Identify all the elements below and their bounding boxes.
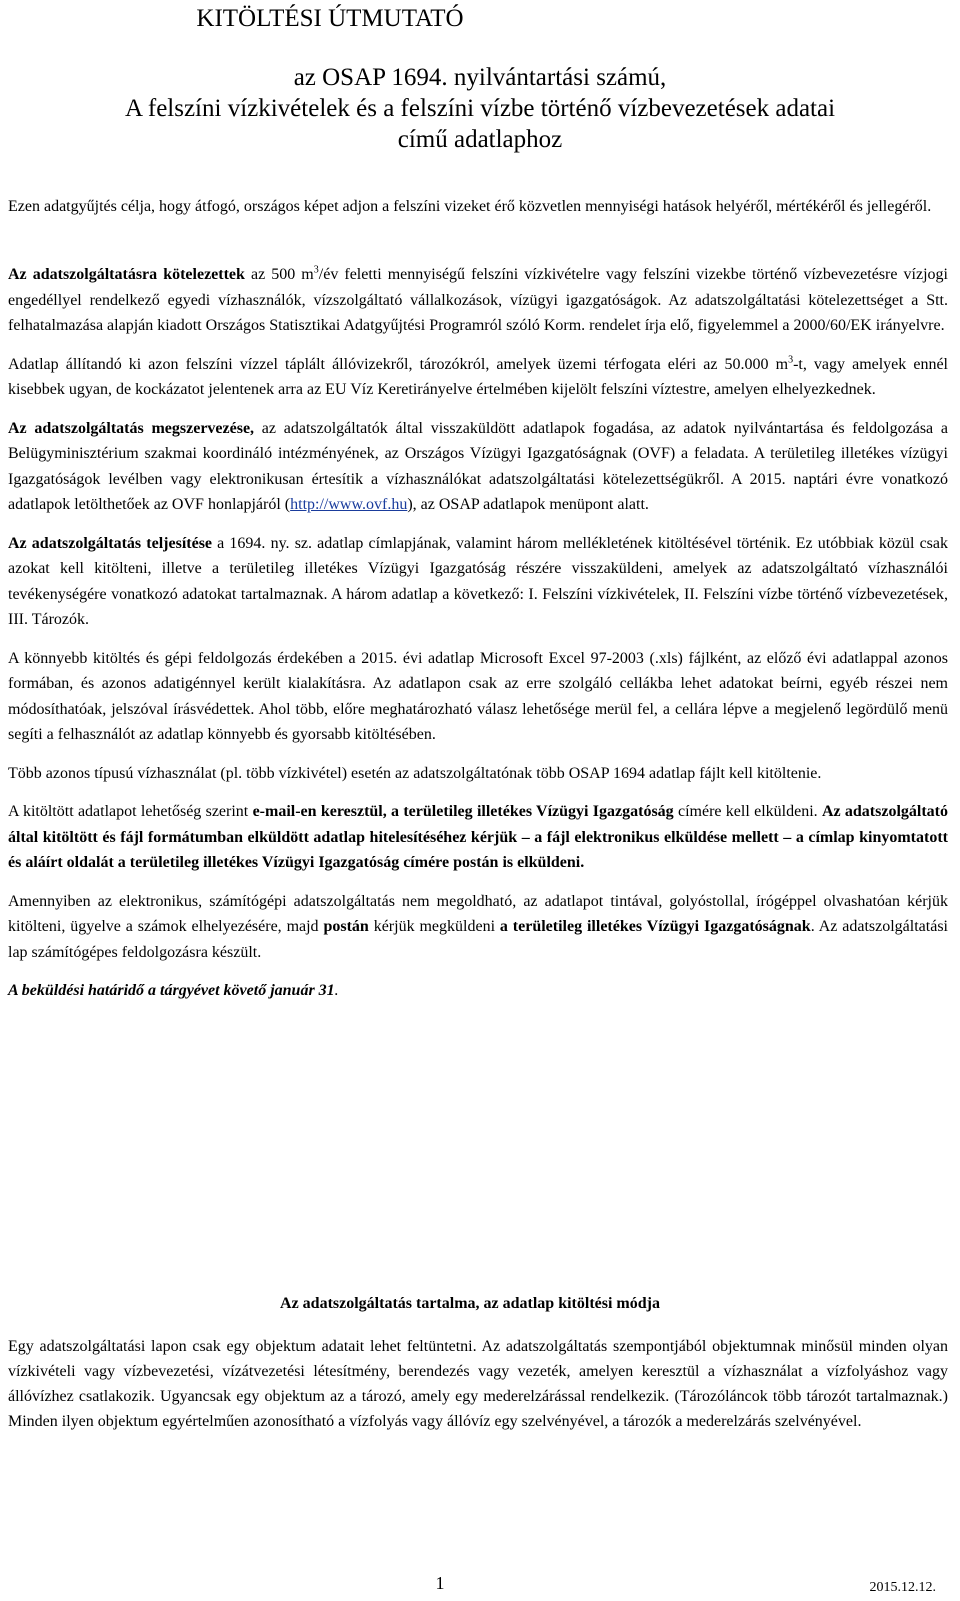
subtitle-line-2: A felszíni vízkivételek és a felszíni vízbe történő vízbevezetések adatai (124, 95, 836, 122)
page-date: 2015.12.12. (869, 1580, 936, 1595)
paragraph-fulfillment: Az adatszolgáltatás teljesítése a 1694. ny. sz. adatlap címlapjának, valamint három mellékletének kitöltésével történik. Ez utóbbiak közül csak azokat kell kitölteni, illetve a területileg illetékes Vízügyi Igazgatóság részére visszaküldeni, amelyek az adatszolgáltató vízhasználói tevékenységére vonatkozó adatokat tartalmaznak. A három adatlap a következő: I. Felszíni vízkivételek, II. Felszíni vízbe történő vízbevezetések, III. Tározók. (8, 534, 949, 628)
paragraph-multiple: Több azonos típusú vízhasználat (pl. több vízkivétel) esetén az adatszolgáltatónak több OSAP 1694 adatlap fájlt kell kitöltenie. (8, 764, 822, 782)
page-number: 1 (435, 1573, 445, 1593)
deadline-paragraph: A beküldési határidő a tárgyévet követő január 31. (8, 982, 339, 999)
intro-paragraph: Ezen adatgyűjtés célja, hogy átfogó, országos képet adjon a felszíni vizeket érő közvetlen mennyiségi hatások helyéről, mértékéről és jellegéről. (8, 198, 932, 215)
paragraph-obligated: Az adatszolgáltatásra kötelezettek az 500 $m^3/év$ feletti mennyiségű felszíni vízkivételre vagy felszíni vizekbe történő vízbevezetésre vízjogi engedéllyel rendelkező egyedi vízhasználók, vízszolgáltató vállalkozások, vízügyi igazgatóságok. Az adatszolgáltatási kötelezettséget a Stt. felhatalmazása alapján kiadott Országos Statisztikai Adatgyűjtési Programról szóló Korm. rendelet írja elő, figyelemmel a 2000/60/EK irányelvre. (8, 264, 948, 334)
paragraph-fulfillment-bold: Az adatszolgáltatás teljesítése (8, 534, 213, 552)
object-definition-paragraph: Egy adatszolgáltatási lapon csak egy objektum adatait lehet feltüntetni. Az adatszolgáltatás szempontjából objektumnak minősül minden olyan vízkivételi vagy vízbevezetési, vízátvezetési létesítmény, berendezés vagy vezeték, amelyen keresztül a vízhasználat a vízfolyáshoz vagy állóvízhez csatlakozik. Ugyancsak egy objektum az a tározó, amely egy mederelzárással rendelkezik. (Tározóláncok több tározót tartalmaznak.) Minden ilyen objektum egyértelműen azonosítható a vízfolyás vagy állóvíz egy szelvényével, a tározók a mederelzárás szelvényével. (8, 1338, 948, 1430)
paragraph-organization: Az adatszolgáltatás megszervezése, az adatszolgáltatók által visszaküldött adatlapok fogadása, az adatok nyilvántartása és feldolgozása a Belügyminisztérium szakmai koordináló intézményének, az Országos Vízügyi Igazgatóságnak (OVF) a feladata. A területileg illetékes vízügyi Igazgatóságok levélben vagy elektronikusan értesítik a vízhasználókat adatszolgáltatási kötelezettségükről. A 2015. naptári évre vonatkozó adatlapok letölthetőek az OVF honlapjáról (http://www.ovf.hu), az OSAP adatlapok menüpont alatt. (8, 419, 948, 513)
subtitle-line-3: című adatlaphoz (397, 126, 563, 153)
body-paragraphs (8, 262, 948, 1017)
ovf-link[interactable]: http://www.ovf.hu (290, 496, 408, 513)
paragraph-reservoirs: Adatlap állítandó ki azon felszíni vízzel táplált állóvizekről, tározókról, amelyek üzemi térfogata eléri az 50.000 $m^3-t$, vagy amelyek ennél kisebbek ugyan, de kockázatot jelentenek arra az EU Víz Keretirányelve értelmében kijelölt felszíni víztestre, amelyen elhelyezkednek. (8, 354, 949, 398)
paragraph-excel: A könnyebb kitöltés és gépi feldolgozás érdekében a 2015. évi adatlap Microsoft Excel 97-2003 (.xls) fájlként, az előző évi adatlappal azonos formában, és azonos adatigénnyel került kialakításra. Az adatlapon csak az erre szolgáló cellákba lehet adatokat beírni, egyéb részei nem módosíthatóak, jelszóval írásvédettek. Ahol több, előre meghatározható válasz lehetősége merül fel, a cellára lépve a megjelenő legördülő menü segíti a felhasználót az adatlap könnyebb és gyorsabb kitöltésében. (8, 649, 948, 743)
section-title: Az adatszolgáltatás tartalma, az adatlap kitöltési módja (280, 1295, 660, 1312)
document-title: KITÖLTÉSI ÚTMUTATÓ (196, 5, 464, 32)
paragraph-paper: Amennyiben az elektronikus, számítógépi adatszolgáltatás nem megoldható, az adatlapot tintával, golyóstollal, írógéppel olvashatóan kérjük kitölteni, ügyelve a számok elhelyezésére, majd postán kérjük megküldeni a területileg illetékes Vízügyi Igazgatóságnak. Az adatszolgáltatási lap számítógépes feldolgozásra készült. (8, 892, 948, 961)
paragraph-obligated-bold: Az adatszolgáltatásra kötelezettek (8, 266, 245, 283)
document-subtitle (0, 62, 960, 155)
subtitle-line-1: az OSAP 1694. nyilvántartási számú, (293, 64, 667, 91)
paragraph-organization-bold: Az adatszolgáltatás megszervezése, (8, 419, 255, 437)
paragraph-sending: A kitöltött adatlapot lehetőség szerint e-mail-en keresztül, a területileg illetékes Vízügyi Igazgatóság címére kell elküldeni. Az adatszolgáltató által kitöltött és fájl formátumban elküldött adatlap hitelesítéséhez kérjük – a fájl elektronikus elküldése mellett – a címlap kinyomtatott és aláírt oldalát a területileg illetékes Vízügyi Igazgatóság címére postán is elküldeni. (8, 803, 948, 871)
